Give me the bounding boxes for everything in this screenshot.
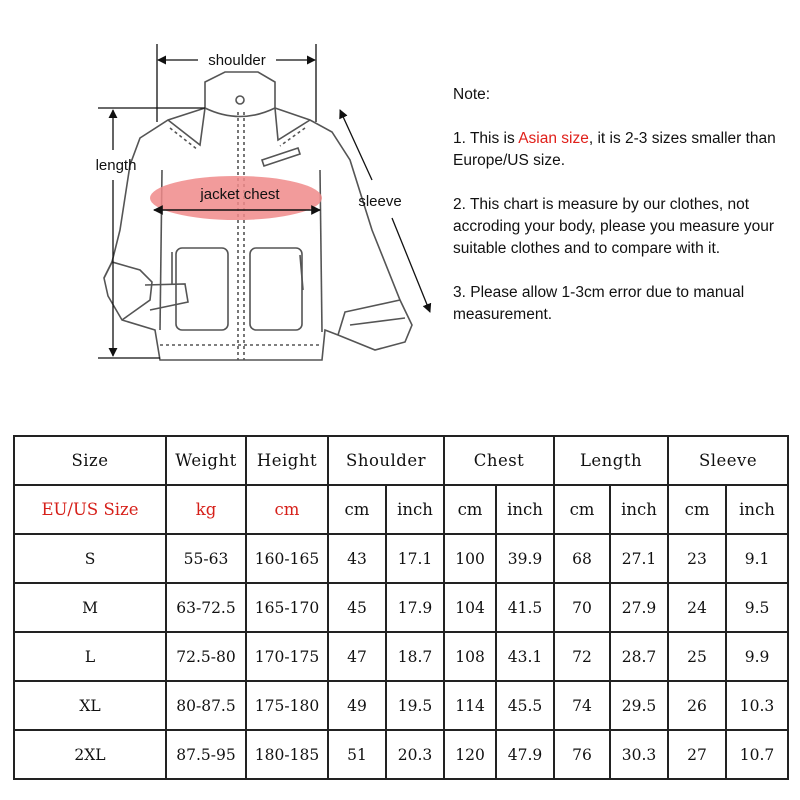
cell-height: 180-185 — [246, 730, 328, 779]
cell-chest-cm: 100 — [444, 534, 496, 583]
cell-shoulder-cm: 47 — [328, 632, 386, 681]
note-1-highlight: Asian size — [518, 130, 589, 147]
table-row — [14, 730, 788, 779]
cell-size: S — [14, 534, 166, 583]
unit-eu-us-size: EU/US Size — [14, 485, 166, 534]
cell-length-inch: 30.3 — [610, 730, 668, 779]
note-title: Note: — [453, 86, 491, 103]
unit-inch: inch — [610, 485, 668, 534]
header-length: Length — [554, 436, 668, 485]
cell-shoulder-inch: 18.7 — [386, 632, 444, 681]
cell-length-cm: 74 — [554, 681, 610, 730]
cell-size: 2XL — [14, 730, 166, 779]
cell-shoulder-inch: 20.3 — [386, 730, 444, 779]
cell-chest-cm: 120 — [444, 730, 496, 779]
cell-weight: 55-63 — [166, 534, 246, 583]
unit-inch: inch — [726, 485, 788, 534]
cell-shoulder-cm: 45 — [328, 583, 386, 632]
cell-height: 165-170 — [246, 583, 328, 632]
cell-weight: 72.5-80 — [166, 632, 246, 681]
table-row — [14, 681, 788, 730]
cell-shoulder-cm: 49 — [328, 681, 386, 730]
note-1-text-a: 1. This is — [453, 130, 519, 147]
jacket-chest-label: jacket chest — [200, 186, 280, 203]
header-height: Height — [246, 436, 328, 485]
note-1 — [453, 128, 793, 172]
cell-length-cm: 68 — [554, 534, 610, 583]
shoulder-label: shoulder — [208, 52, 266, 69]
table-row — [14, 583, 788, 632]
length-measure — [95, 108, 205, 358]
sleeve-measure — [340, 110, 430, 312]
cell-height: 175-180 — [246, 681, 328, 730]
cell-length-cm: 70 — [554, 583, 610, 632]
cell-size: XL — [14, 681, 166, 730]
cell-height: 160-165 — [246, 534, 328, 583]
cell-chest-inch: 43.1 — [496, 632, 554, 681]
unit-inch: inch — [496, 485, 554, 534]
cell-length-cm: 76 — [554, 730, 610, 779]
cell-weight: 63-72.5 — [166, 583, 246, 632]
cell-sleeve-cm: 26 — [668, 681, 726, 730]
cell-weight: 80-87.5 — [166, 681, 246, 730]
note-1-text-b: , it is 2-3 sizes smaller than Europe/US size. — [453, 130, 776, 169]
table-unit-row — [14, 485, 788, 534]
table-row — [14, 534, 788, 583]
cell-weight: 87.5-95 — [166, 730, 246, 779]
unit-height-cm: cm — [246, 485, 328, 534]
cell-sleeve-inch: 10.3 — [726, 681, 788, 730]
unit-cm: cm — [554, 485, 610, 534]
cell-length-inch: 29.5 — [610, 681, 668, 730]
cell-chest-cm: 104 — [444, 583, 496, 632]
note-3: 3. Please allow 1-3cm error due to manual measurement. — [453, 284, 745, 323]
cell-chest-inch: 41.5 — [496, 583, 554, 632]
header-weight: Weight — [166, 436, 246, 485]
note-2: 2. This chart is measure by our clothes, not accroding your body, please you measure your suitable clothes and to compare with it. — [453, 196, 775, 257]
cell-sleeve-inch: 9.9 — [726, 632, 788, 681]
cell-shoulder-inch: 17.9 — [386, 583, 444, 632]
header-chest: Chest — [444, 436, 554, 485]
table-header-row — [14, 436, 788, 485]
sleeve-label: sleeve — [358, 193, 402, 210]
cell-shoulder-inch: 19.5 — [386, 681, 444, 730]
unit-cm: cm — [444, 485, 496, 534]
unit-cm: cm — [328, 485, 386, 534]
header-sleeve: Sleeve — [668, 436, 788, 485]
cell-sleeve-cm: 24 — [668, 583, 726, 632]
unit-inch: inch — [386, 485, 444, 534]
header-shoulder: Shoulder — [328, 436, 444, 485]
cell-chest-cm: 114 — [444, 681, 496, 730]
cell-chest-cm: 108 — [444, 632, 496, 681]
header-size: Size — [14, 436, 166, 485]
cell-shoulder-inch: 17.1 — [386, 534, 444, 583]
cell-sleeve-inch: 9.5 — [726, 583, 788, 632]
cell-size: M — [14, 583, 166, 632]
cell-length-cm: 72 — [554, 632, 610, 681]
cell-height: 170-175 — [246, 632, 328, 681]
jacket-measurement-diagram — [0, 0, 440, 400]
cell-shoulder-cm: 43 — [328, 534, 386, 583]
unit-kg: kg — [166, 485, 246, 534]
size-chart-table — [13, 435, 789, 780]
cell-chest-inch: 39.9 — [496, 534, 554, 583]
cell-sleeve-cm: 25 — [668, 632, 726, 681]
cell-sleeve-cm: 23 — [668, 534, 726, 583]
unit-cm: cm — [668, 485, 726, 534]
cell-sleeve-cm: 27 — [668, 730, 726, 779]
cell-length-inch: 27.9 — [610, 583, 668, 632]
notes-panel — [453, 84, 793, 348]
length-label: length — [95, 157, 137, 174]
cell-chest-inch: 45.5 — [496, 681, 554, 730]
cell-shoulder-cm: 51 — [328, 730, 386, 779]
cell-sleeve-inch: 10.7 — [726, 730, 788, 779]
cell-length-inch: 28.7 — [610, 632, 668, 681]
cell-length-inch: 27.1 — [610, 534, 668, 583]
cell-size: L — [14, 632, 166, 681]
cell-chest-inch: 47.9 — [496, 730, 554, 779]
table-row — [14, 632, 788, 681]
cell-sleeve-inch: 9.1 — [726, 534, 788, 583]
